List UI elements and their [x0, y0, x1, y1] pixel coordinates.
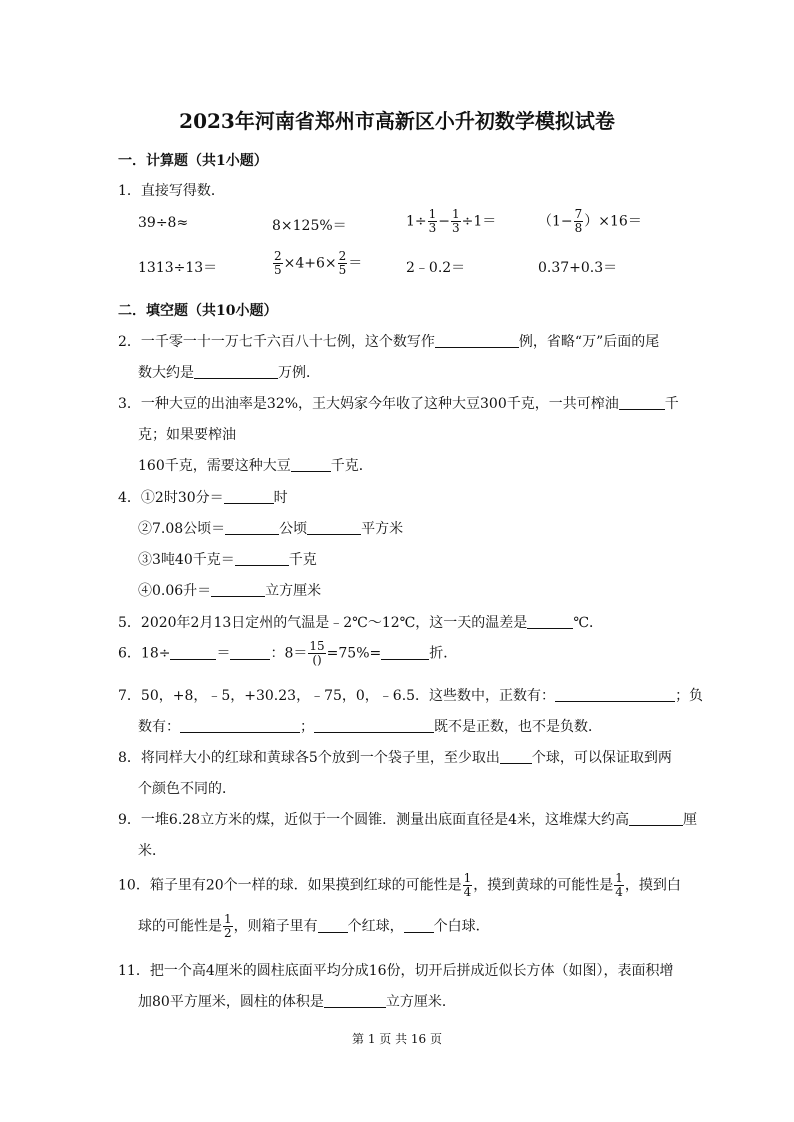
- answer-blank[interactable]: [314, 718, 434, 733]
- q3-line3: 160千克，需要这种大豆 千克．: [138, 458, 373, 474]
- q1-item-h: 0.37+0.3＝: [538, 260, 618, 276]
- answer-blank[interactable]: [629, 811, 683, 826]
- q7-line1: 7．50，+8，﹣5，+30.23，﹣75，0，﹣6.5．这些数中，正数有： ；负: [118, 688, 704, 704]
- fraction: $\frac{1}{4}$: [615, 871, 623, 899]
- q3-line2: 克；如果要榨油: [138, 427, 236, 443]
- q11-line2: 加80平方厘米，圆柱的体积是 立方厘米．: [138, 994, 456, 1010]
- q8-line2: 个颜色不同的．: [138, 781, 236, 797]
- q4-line2: ②7.08公顷＝ 公顷 平方米: [138, 521, 404, 537]
- q2-line2: 数大约是 万例．: [138, 365, 320, 381]
- q1-item-c: 1÷ $\frac{1}{3}$ − $\frac{1}{3}$ ÷1＝: [406, 207, 497, 235]
- q8-line1: 8．将同样大小的红球和黄球各5个放到一个袋子里，至少取出 个球，可以保证取到两: [118, 750, 672, 766]
- fraction: $\frac{1}{3}$: [452, 207, 460, 235]
- q1-item-d: （1− $\frac{7}{8}$ ）×16＝: [538, 207, 642, 235]
- q9-line2: 米．: [138, 843, 166, 859]
- q6-line1: 6．18÷ ＝ ：8＝ $\frac{15}{()}$ =75%= 折．: [118, 639, 458, 667]
- q5-line1: 5．2020年2月13日定州的气温是﹣2℃～12℃，这一天的温差是 ℃．: [118, 615, 603, 631]
- q7-line2: 数有： ； 既不是正数，也不是负数．: [138, 719, 602, 735]
- answer-blank[interactable]: [230, 645, 270, 660]
- q2-line1: 2．一千零一十一万七千六百八十七例，这个数写作 例，省略“万”后面的尾: [118, 334, 660, 350]
- q11-line1: 11．把一个高4厘米的圆柱底面平均分成16份，切开后拼成近似长方体（如图），表面积增: [118, 963, 674, 979]
- q10-line2: 球的可能性是 $\frac{1}{2}$ ，则箱子里有 个红球， 个白球．: [138, 912, 490, 940]
- answer-blank[interactable]: [435, 333, 519, 348]
- answer-blank[interactable]: [500, 749, 532, 764]
- q4-line1: 4．①2时30分＝ 时: [118, 490, 288, 506]
- q1-item-g: 2﹣0.2＝: [406, 260, 466, 276]
- fraction: $\frac{1}{2}$: [224, 912, 232, 940]
- answer-blank[interactable]: [291, 457, 331, 472]
- q1-item-e: 1313÷13＝: [138, 260, 218, 276]
- q4-line4: ④0.06升＝ 立方厘米: [138, 583, 322, 599]
- answer-blank[interactable]: [324, 993, 386, 1008]
- answer-blank[interactable]: [225, 520, 279, 535]
- fraction: $\frac{2}{5}$: [274, 249, 282, 277]
- page-footer: 第 1 页 共 16 页: [352, 1032, 442, 1046]
- answer-blank[interactable]: [307, 520, 361, 535]
- q10-line1: 10．箱子里有20个一样的球．如果摸到红球的可能性是 $\frac{1}{4}$ ，摸到黄球的可能性是 $\frac{1}{4}$ ，摸到白: [118, 871, 681, 899]
- section-heading-fill: 二．填空题（共10小题）: [118, 303, 278, 319]
- fraction: $\frac{1}{4}$: [463, 871, 472, 899]
- answer-blank[interactable]: [404, 918, 434, 933]
- q3-line1: 3．一种大豆的出油率是32%，王大妈家今年收了这种大豆300千克，一共可榨油 千: [118, 396, 679, 412]
- answer-blank[interactable]: [194, 364, 278, 379]
- q1-item-a: 39÷8≈: [138, 215, 189, 231]
- answer-blank[interactable]: [224, 489, 274, 504]
- answer-blank[interactable]: [318, 918, 348, 933]
- answer-blank[interactable]: [235, 551, 289, 566]
- q1-item-b: 8×125%＝: [272, 218, 347, 234]
- q1-stem: 1．直接写得数．: [118, 183, 225, 199]
- answer-blank[interactable]: [211, 582, 265, 597]
- page-title: 2023年河南省郑州市高新区小升初数学模拟试卷: [179, 109, 615, 133]
- answer-blank[interactable]: [555, 687, 675, 702]
- fraction: $\frac{1}{3}$: [428, 207, 437, 235]
- fraction: $\frac{15}{()}$: [309, 639, 325, 667]
- answer-blank[interactable]: [527, 614, 573, 629]
- answer-blank[interactable]: [619, 395, 665, 410]
- q4-line3: ③3吨40千克＝ 千克: [138, 552, 317, 568]
- answer-blank[interactable]: [180, 718, 300, 733]
- fraction: $\frac{2}{5}$: [338, 249, 347, 277]
- q9-line1: 9．一堆6.28立方米的煤，近似于一个圆锥．测量出底面直径是4米，这堆煤大约高 厘: [118, 812, 697, 828]
- answer-blank[interactable]: [381, 645, 429, 660]
- answer-blank[interactable]: [170, 645, 216, 660]
- fraction: $\frac{7}{8}$: [574, 207, 583, 235]
- section-heading-calc: 一．计算题（共1小题）: [118, 153, 268, 169]
- q1-item-f: $\frac{2}{5}$ ×4+6× $\frac{2}{5}$ ＝: [274, 249, 363, 277]
